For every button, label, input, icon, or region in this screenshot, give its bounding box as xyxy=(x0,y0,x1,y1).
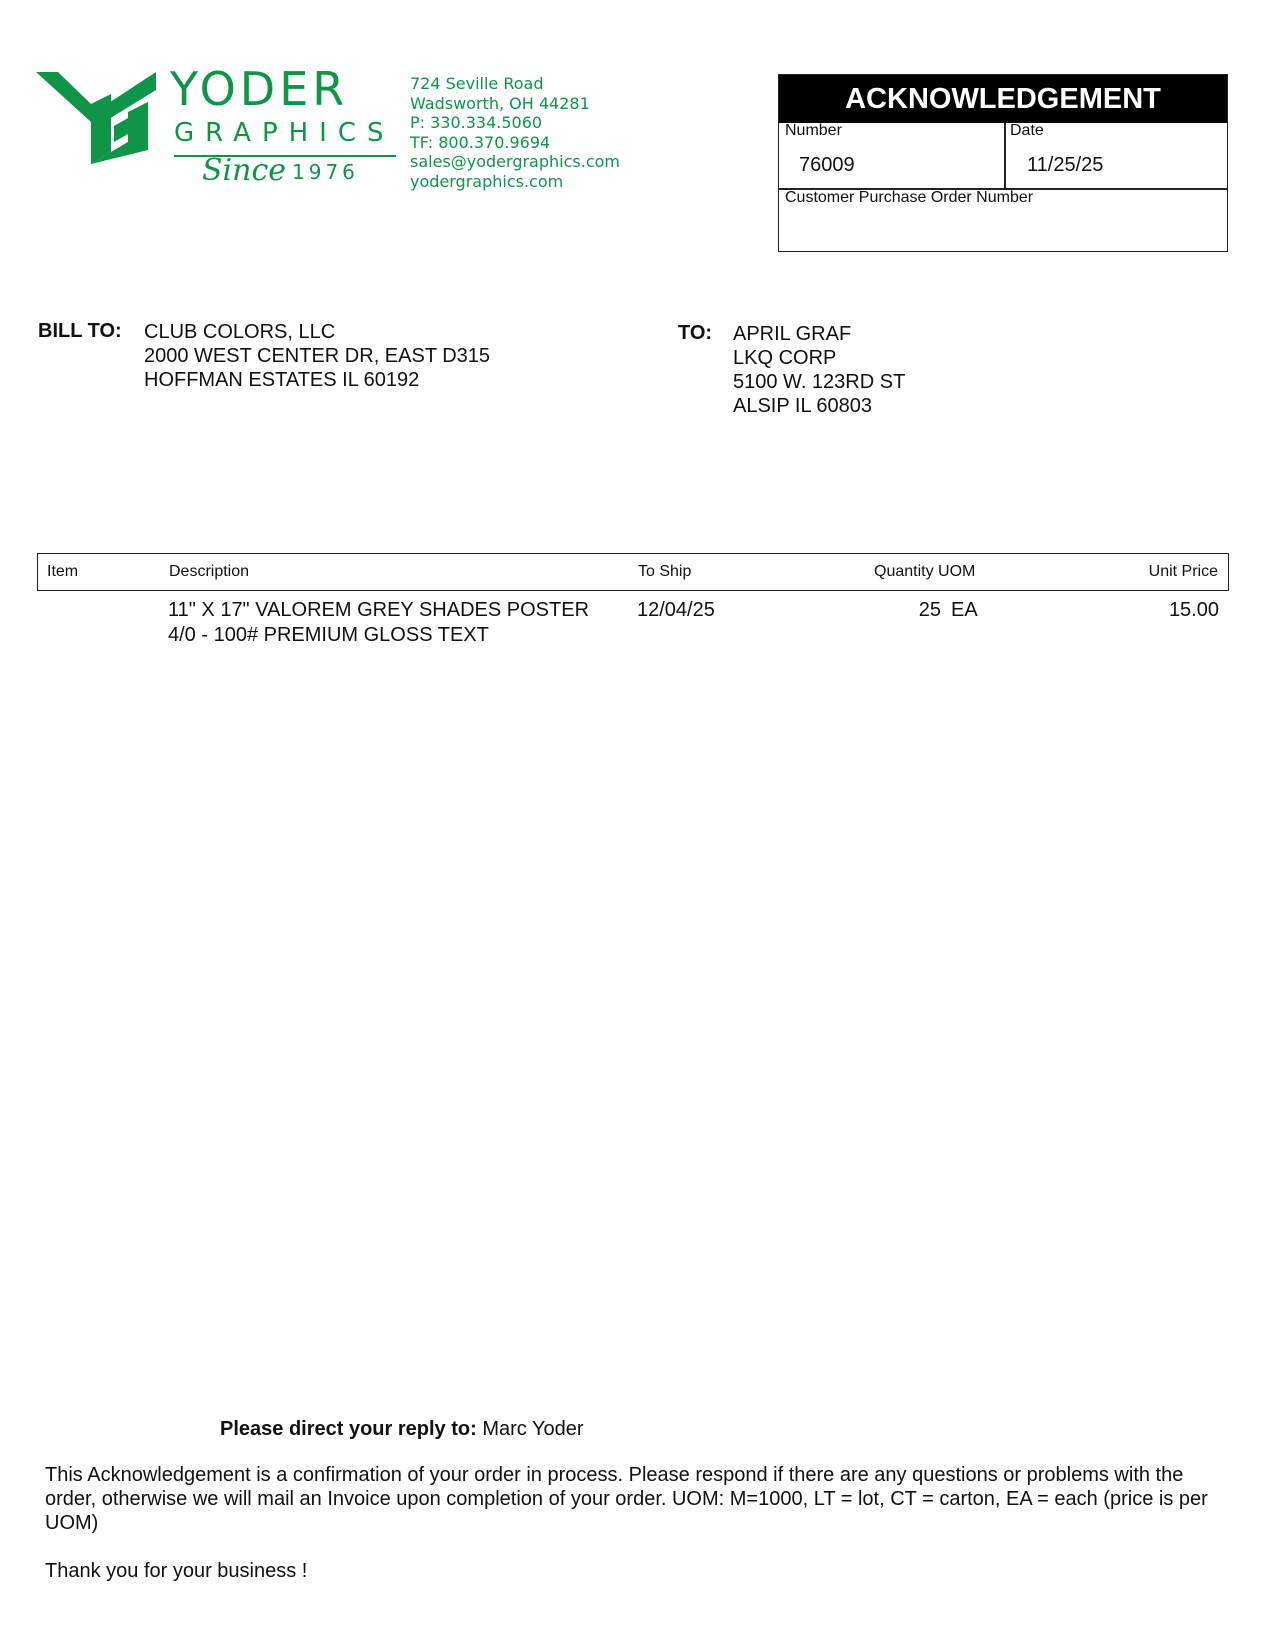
company-contact xyxy=(410,74,620,191)
thank-you-note: Thank you for your business ! xyxy=(45,1560,308,1582)
company-toll-free: TF: 800.370.9694 xyxy=(410,132,551,152)
logo-subtitle: GRAPHICS xyxy=(174,118,395,148)
document-title: ACKNOWLEDGEMENT xyxy=(779,75,1227,123)
ship-to-label: TO: xyxy=(678,322,713,344)
yoder-logo-icon xyxy=(36,72,156,192)
acknowledgement-box xyxy=(778,74,1228,252)
number-label: Number xyxy=(785,122,842,139)
bill-to-address xyxy=(144,320,490,392)
company-phone: P: 330.334.5060 xyxy=(410,113,543,132)
row-uom: EA xyxy=(951,599,978,621)
table-row xyxy=(37,598,1229,658)
bill-to-label: BILL TO: xyxy=(38,320,122,342)
column-header-description: Description xyxy=(169,563,250,580)
po-label: Customer Purchase Order Number xyxy=(785,189,1034,206)
row-quantity: 25 xyxy=(918,599,941,621)
row-unit-price: 15.00 xyxy=(1168,599,1219,621)
items-table-header xyxy=(37,553,1229,591)
ship-to-line: ALSIP IL 60803 xyxy=(733,395,873,417)
column-header-unit-price: Unit Price xyxy=(1148,563,1218,580)
bill-to-line: 2000 WEST CENTER DR, EAST D315 xyxy=(144,345,491,367)
acknowledgement-number: 76009 xyxy=(799,154,855,176)
ship-to-line: LKQ CORP xyxy=(733,347,837,369)
row-description-line1: 11" X 17" VALOREM GREY SHADES POSTER xyxy=(168,599,590,621)
reply-to-name: Marc Yoder xyxy=(482,1418,584,1440)
logo-wordmark: YODER xyxy=(170,62,349,116)
reply-to xyxy=(220,1418,584,1441)
row-to-ship: 12/04/25 xyxy=(637,599,715,621)
ship-to-address xyxy=(733,322,905,418)
date-label: Date xyxy=(1010,122,1044,139)
logo-since: Since xyxy=(202,153,287,188)
reply-to-label: Please direct your reply to: xyxy=(220,1418,477,1440)
column-header-to-ship: To Ship xyxy=(638,563,692,580)
column-header-item: Item xyxy=(47,563,79,580)
column-header-quantity-uom: Quantity UOM xyxy=(874,563,976,580)
company-address-line1: 724 Seville Road xyxy=(410,74,544,93)
disclaimer-text: This Acknowledgement is a confirmation of your order in process. Please respond if there are any questions or problems with the order, otherwise we will mail an Invoice upon completion of your order. UOM: M=1000, LT = lot, CT = carton, EA = each (price is per UOM) xyxy=(45,1464,1208,1534)
bill-to-line: HOFFMAN ESTATES IL 60192 xyxy=(144,369,420,391)
company-email[interactable]: sales@yodergraphics.com xyxy=(410,152,620,171)
bill-to-line: CLUB COLORS, LLC xyxy=(144,321,336,343)
row-description-line2: 4/0 - 100# PREMIUM GLOSS TEXT xyxy=(168,624,489,646)
box-divider xyxy=(1004,123,1006,189)
ship-to-line: APRIL GRAF xyxy=(733,323,852,345)
ship-to-line: 5100 W. 123RD ST xyxy=(733,371,906,393)
logo-year: 1976 xyxy=(292,160,359,184)
company-website[interactable]: yodergraphics.com xyxy=(410,171,564,191)
company-address-line2: Wadsworth, OH 44281 xyxy=(410,93,590,113)
acknowledgement-date: 11/25/25 xyxy=(1027,154,1104,176)
